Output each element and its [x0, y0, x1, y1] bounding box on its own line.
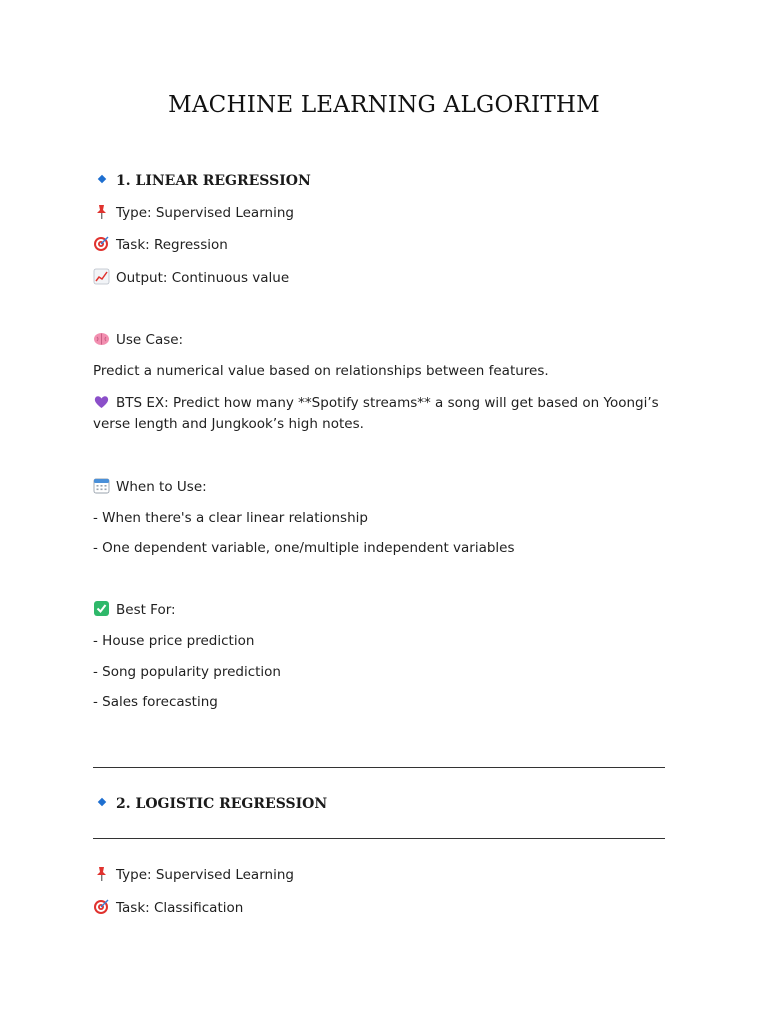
output-line [93, 268, 289, 289]
divider [93, 767, 665, 768]
section-heading-text: 2. LOGISTIC REGRESSION [116, 796, 328, 812]
task-line [93, 235, 228, 256]
purple-heart-icon [93, 393, 110, 410]
type-text: Type: Supervised Learning [116, 205, 294, 221]
brain-icon [93, 330, 110, 347]
bts-example-text: BTS EX: Predict how many **Spotify streams** a song will get based on Yoongi’s verse length and Jungkook’s high notes. [93, 395, 659, 432]
best-label-line [93, 600, 176, 621]
when-label: When to Use: [116, 479, 207, 495]
calendar-icon [93, 477, 110, 494]
best-item: - House price prediction [93, 633, 255, 649]
task-text: Task: Classification [116, 900, 244, 916]
blue-diamond-icon [93, 795, 110, 809]
check-mark-icon [93, 600, 110, 617]
divider [93, 838, 665, 839]
type-text: Type: Supervised Learning [116, 867, 294, 883]
when-item: - One dependent variable, one/multiple independent variables [93, 540, 515, 556]
use-case-text: Predict a numerical value based on relationships between features. [93, 363, 549, 379]
section-heading-linear-regression [93, 172, 311, 189]
blue-diamond-icon [93, 172, 110, 186]
use-case-label: Use Case: [116, 332, 184, 348]
document-title: MACHINE LEARNING ALGORITHM [168, 92, 600, 118]
section-heading-logistic-regression [93, 795, 327, 812]
when-item: - When there's a clear linear relationship [93, 510, 368, 526]
type-line [93, 203, 294, 224]
best-item: - Sales forecasting [93, 694, 218, 710]
task-line [93, 898, 243, 919]
section-heading-text: 1. LINEAR REGRESSION [116, 173, 311, 189]
task-text: Task: Regression [116, 237, 228, 253]
best-label: Best For: [116, 602, 176, 618]
pushpin-icon [93, 203, 110, 220]
chart-increasing-icon [93, 268, 110, 285]
use-case-label-line [93, 330, 183, 351]
best-item: - Song popularity prediction [93, 664, 281, 680]
when-label-line [93, 477, 207, 498]
type-line [93, 865, 294, 886]
bts-example-line [93, 393, 668, 435]
target-icon [93, 235, 110, 252]
pushpin-icon [93, 865, 110, 882]
output-text: Output: Continuous value [116, 270, 290, 286]
target-icon [93, 898, 110, 915]
